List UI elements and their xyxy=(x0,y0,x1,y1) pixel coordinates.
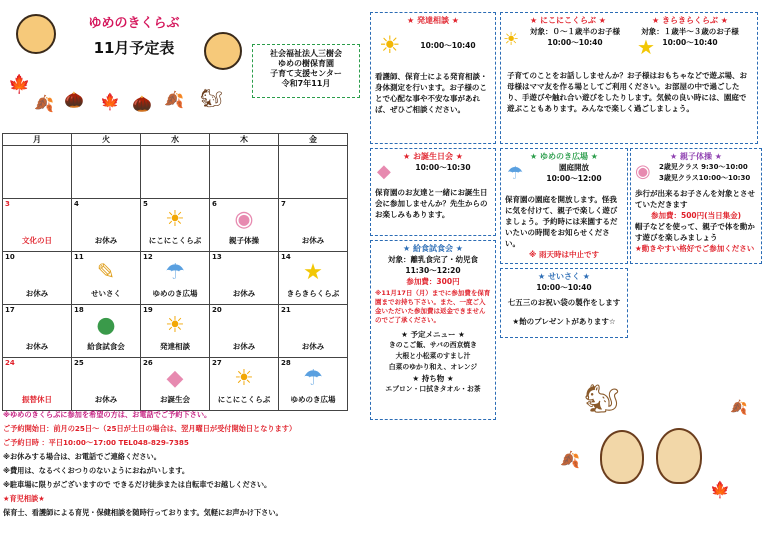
event-label: お休み xyxy=(301,342,325,351)
date-number: 12 xyxy=(143,253,153,261)
hiroba-box xyxy=(500,148,628,264)
child-right-icon xyxy=(204,32,242,70)
date-number: 19 xyxy=(143,306,153,314)
taiso-fee: 参加費：500円(当日集金) xyxy=(650,211,741,220)
cake-icon: ◆ xyxy=(377,161,391,182)
date-number: 14 xyxy=(281,253,291,261)
hiroba-rain: ※ 雨天時は中止です xyxy=(529,250,599,259)
hiroba-sub: 園庭開放 xyxy=(559,163,589,172)
note-line: 保育士、看護師による育児・保健相談を随時行っております。気軽にお声かけ下さい。 xyxy=(3,508,283,517)
date-number: 25 xyxy=(74,359,84,367)
event-icon: ● xyxy=(96,313,116,338)
date-number: 24 xyxy=(5,359,15,367)
weekday-header: 木 xyxy=(210,134,279,146)
weekday-header: 水 xyxy=(141,134,210,146)
calendar-cell xyxy=(72,358,141,411)
date-number: 11 xyxy=(74,253,84,261)
calendar-cell xyxy=(141,305,210,358)
leaf-icon: 🍂 xyxy=(730,400,748,416)
calendar-row xyxy=(3,305,348,358)
date-number: 18 xyxy=(74,306,84,314)
taiso-title: ★ 親子体操 ★ xyxy=(670,152,722,161)
seisaku-title: ★ せいさく ★ xyxy=(538,272,590,281)
taiso-class2: 3歳児クラス10:00～10:30 xyxy=(659,174,751,182)
date-number: 5 xyxy=(143,200,148,208)
calendar-cell xyxy=(72,199,141,252)
taiso-box xyxy=(630,148,762,264)
event-label: お休み xyxy=(232,342,256,351)
organization-info xyxy=(252,44,360,98)
seisaku-present: ★飴のプレゼントがあります☆ xyxy=(512,317,616,326)
date-number: 21 xyxy=(281,306,291,314)
note-line: ご予約日時 ：平日10:00～17:00 TEL048-829-7385 xyxy=(3,438,189,447)
event-icon: ◉ xyxy=(234,207,254,232)
date-number: 6 xyxy=(212,200,217,208)
event-icon: ☂ xyxy=(165,260,185,285)
date-number: 26 xyxy=(143,359,153,367)
kirakira-time: 10:00～10:40 xyxy=(662,38,718,47)
sun-icon: ☀ xyxy=(503,29,520,50)
org-line: 令和7年11月 xyxy=(281,79,331,88)
org-line: ゆめの樹保育園 xyxy=(278,59,334,68)
items-list: エプロン・口拭きタオル・お茶 xyxy=(385,385,481,393)
calendar-cell xyxy=(279,358,348,411)
event-label: 振替休日 xyxy=(22,395,52,404)
calendar-cell xyxy=(3,252,72,305)
calendar-cell xyxy=(3,358,72,411)
calendar-cell xyxy=(72,252,141,305)
star-icon: ★ xyxy=(637,35,655,59)
event-icon: ★ xyxy=(303,260,323,285)
hiroba-time: 10:00～12:00 xyxy=(546,174,602,183)
menu-item: 白菜のゆかり和え、オレンジ xyxy=(388,363,478,371)
note-line: ご予約開始日：前月の25日～（25日が土日の場合は、翌月曜日が受付開始日となります） xyxy=(3,424,297,433)
hattatsu-time: 10:00～10:40 xyxy=(420,41,476,50)
taiso-body2: 帽子などを使って、親子で体を動かす遊びを楽しみましょう xyxy=(635,222,755,242)
kyushoku-warning: ※11月17日（月）までに参加費を保育園までお持ち下さい。また、一度ご入金いただいた参加費は返金できませんのでご了承ください。 xyxy=(375,289,491,324)
event-label: お休み xyxy=(25,289,49,298)
org-line: 社会福祉法人三樹会 xyxy=(270,49,342,58)
event-label: ゆめのき広場 xyxy=(290,395,336,404)
org-line: 子育て支援センター xyxy=(270,69,342,78)
calendar-cell xyxy=(210,358,279,411)
leaf-icon: 🍁 xyxy=(710,480,730,499)
calendar-cell xyxy=(3,305,72,358)
nikoniko-target: 対象：０～１歳半のお子様 xyxy=(530,27,620,36)
kirakira-target: 対象：１歳半～３歳のお子様 xyxy=(641,27,739,36)
event-label: にこにこくらぶ xyxy=(217,395,271,404)
hattatsu-body: 看護師、保育士による発育相談・身体測定を行います。お子様のことで心配な事や不安な事があれば、ぜひご相談ください。 xyxy=(375,72,488,114)
seisaku-box xyxy=(500,268,628,338)
birthday-box xyxy=(370,148,496,236)
nikoniko-title: ★ にこにこくらぶ ★ xyxy=(530,16,606,25)
calendar-row xyxy=(3,199,348,252)
note-line: ※費用は、なるべくおつりのないようにおねがいします。 xyxy=(3,466,190,475)
event-icon: ☀ xyxy=(234,366,254,391)
rainbow-icon: ☂ xyxy=(507,163,524,184)
birthday-title: ★ お誕生日会 ★ xyxy=(403,152,463,161)
note-line: ※お休みする場合は、お電話でご連絡ください。 xyxy=(3,452,161,461)
event-icon: ✎ xyxy=(96,260,116,285)
kyushoku-target: 対象：離乳食完了・幼児食 xyxy=(388,255,478,264)
calendar-cell xyxy=(279,146,348,199)
menu-title: ★ 予定メニュー ★ xyxy=(401,330,465,339)
event-icon: ☂ xyxy=(303,366,323,391)
date-number: 4 xyxy=(74,200,79,208)
squirrel-icon: 🐿 xyxy=(584,382,620,415)
menu-item: きのこご飯、サバの西京焼き xyxy=(389,341,477,349)
note-line: ※駐車場に限りがございますので できるだけ徒歩または自転車でお越しください。 xyxy=(3,480,272,489)
weekday-header: 月 xyxy=(3,134,72,146)
club-box xyxy=(500,12,758,144)
leaf-decoration: 🍁 🍂 🌰 🍁 🌰 🍂 🐿 xyxy=(8,74,223,113)
weekday-header: 金 xyxy=(279,134,348,146)
nikoniko-section xyxy=(507,15,629,48)
calendar-row xyxy=(3,252,348,305)
event-label: ゆめのき広場 xyxy=(152,289,198,298)
calendar-cell xyxy=(279,199,348,252)
hiroba-title: ★ ゆめのき広場 ★ xyxy=(530,152,598,161)
page-title: ゆめのきくらぶ xyxy=(88,16,180,31)
event-label: きらきらくらぶ xyxy=(286,289,340,298)
birthday-body: 保育園のお友達と一緒にお誕生日会に参加しませんか？先生からのお楽しみもあります。 xyxy=(375,188,488,219)
seisaku-time: 10:00～10:40 xyxy=(536,283,592,292)
event-label: 親子体操 xyxy=(229,236,259,245)
event-label: お休み xyxy=(25,342,49,351)
calendar-row-empty xyxy=(3,146,348,199)
date-number: 13 xyxy=(212,253,222,261)
calendar-cell xyxy=(3,199,72,252)
page-subtitle: 11月予定表 xyxy=(93,39,175,57)
kyushoku-box xyxy=(370,240,496,420)
event-label: にこにこくらぶ xyxy=(148,236,202,245)
calendar-cell xyxy=(210,199,279,252)
acorn-right-icon xyxy=(656,428,702,484)
autumn-illustration xyxy=(560,370,760,530)
taiso-body1: 歩行が出来るお子さんを対象とさせていただきます xyxy=(635,189,755,209)
calendar-cell xyxy=(141,358,210,411)
date-number: 17 xyxy=(5,306,15,314)
calendar-cell xyxy=(141,146,210,199)
seisaku-body: 七五三のお祝い袋の製作をします xyxy=(507,298,621,307)
weekday-header: 火 xyxy=(72,134,141,146)
calendar-cell xyxy=(279,305,348,358)
calendar-cell xyxy=(210,146,279,199)
birthday-time: 10:00～10:30 xyxy=(415,163,471,172)
menu-item: 大根と小松菜のすまし汁 xyxy=(395,352,471,360)
note-line: ★育児相談★ xyxy=(3,494,45,503)
calendar-cell xyxy=(72,305,141,358)
note-line: ※ゆめのきくらぶに参加を希望の方は、お電話でご予約下さい。 xyxy=(3,410,212,419)
date-number: 20 xyxy=(212,306,222,314)
date-number: 3 xyxy=(5,200,10,208)
notes-section xyxy=(3,408,363,520)
event-label: 文化の日 xyxy=(22,236,52,245)
taiso-note: ★動きやすい格好でご参加ください xyxy=(635,244,755,253)
calendar-cell xyxy=(279,252,348,305)
calendar-cell xyxy=(141,252,210,305)
event-label: 給食試食会 xyxy=(87,342,125,351)
date-number: 27 xyxy=(212,359,222,367)
event-label: せいさく xyxy=(91,289,121,298)
event-label: お休み xyxy=(301,236,325,245)
kyushoku-time: 11:30～12:20 xyxy=(405,266,461,275)
date-number: 28 xyxy=(281,359,291,367)
club-body: 子育てのことをお話ししませんか？お子様はおもちゃなどで遊ぶ場、お母様はママ友を作る場としてご利用ください。お部屋の中で過ごしたり、手遊びや触れ合い遊びをしたりします。気候の良い時には、園庭で遊ぶこともあります。みんなで楽しく過ごしましょう。 xyxy=(507,71,747,113)
sun-icon: ☀ xyxy=(379,31,401,59)
child-left-icon xyxy=(16,14,56,54)
calendar-table xyxy=(2,133,348,411)
event-icon: ◆ xyxy=(166,366,184,391)
event-label: お休み xyxy=(232,289,256,298)
leaf-icon: 🍂 xyxy=(560,450,580,469)
calendar-cell xyxy=(210,252,279,305)
date-number: 10 xyxy=(5,253,15,261)
kyushoku-title: ★ 給食試食会 ★ xyxy=(403,244,463,253)
ball-icon: ◉ xyxy=(635,161,651,182)
event-label: 発達相談 xyxy=(160,342,190,351)
hattatsu-box xyxy=(370,12,496,144)
event-icon: ☀ xyxy=(165,313,185,338)
event-label: お休み xyxy=(94,395,118,404)
event-icon: ☀ xyxy=(165,207,185,232)
acorn-left-icon xyxy=(600,430,644,484)
calendar-cell xyxy=(210,305,279,358)
nikoniko-time: 10:00～10:40 xyxy=(547,38,603,47)
items-title: ★ 持ち物 ★ xyxy=(412,374,454,383)
taiso-class1: 2歳児クラス 9:30～10:00 xyxy=(659,163,748,171)
event-label: お誕生会 xyxy=(160,395,190,404)
event-label: お休み xyxy=(94,236,118,245)
calendar-cell xyxy=(72,146,141,199)
kyushoku-fee: 参加費：300円 xyxy=(406,277,460,286)
date-number: 7 xyxy=(281,200,286,208)
calendar-row xyxy=(3,358,348,411)
calendar-cell xyxy=(141,199,210,252)
calendar-cell xyxy=(3,146,72,199)
hiroba-body: 保育園の園庭を開放します。怪我に気を付けて、親子で楽しく遊びましょう。予約時には来園するだいたいの時間をお知らせください。 xyxy=(505,195,618,248)
hattatsu-title: ★ 発達相談 ★ xyxy=(407,16,459,25)
kirakira-title: ★ きらきらくらぶ ★ xyxy=(652,16,728,25)
